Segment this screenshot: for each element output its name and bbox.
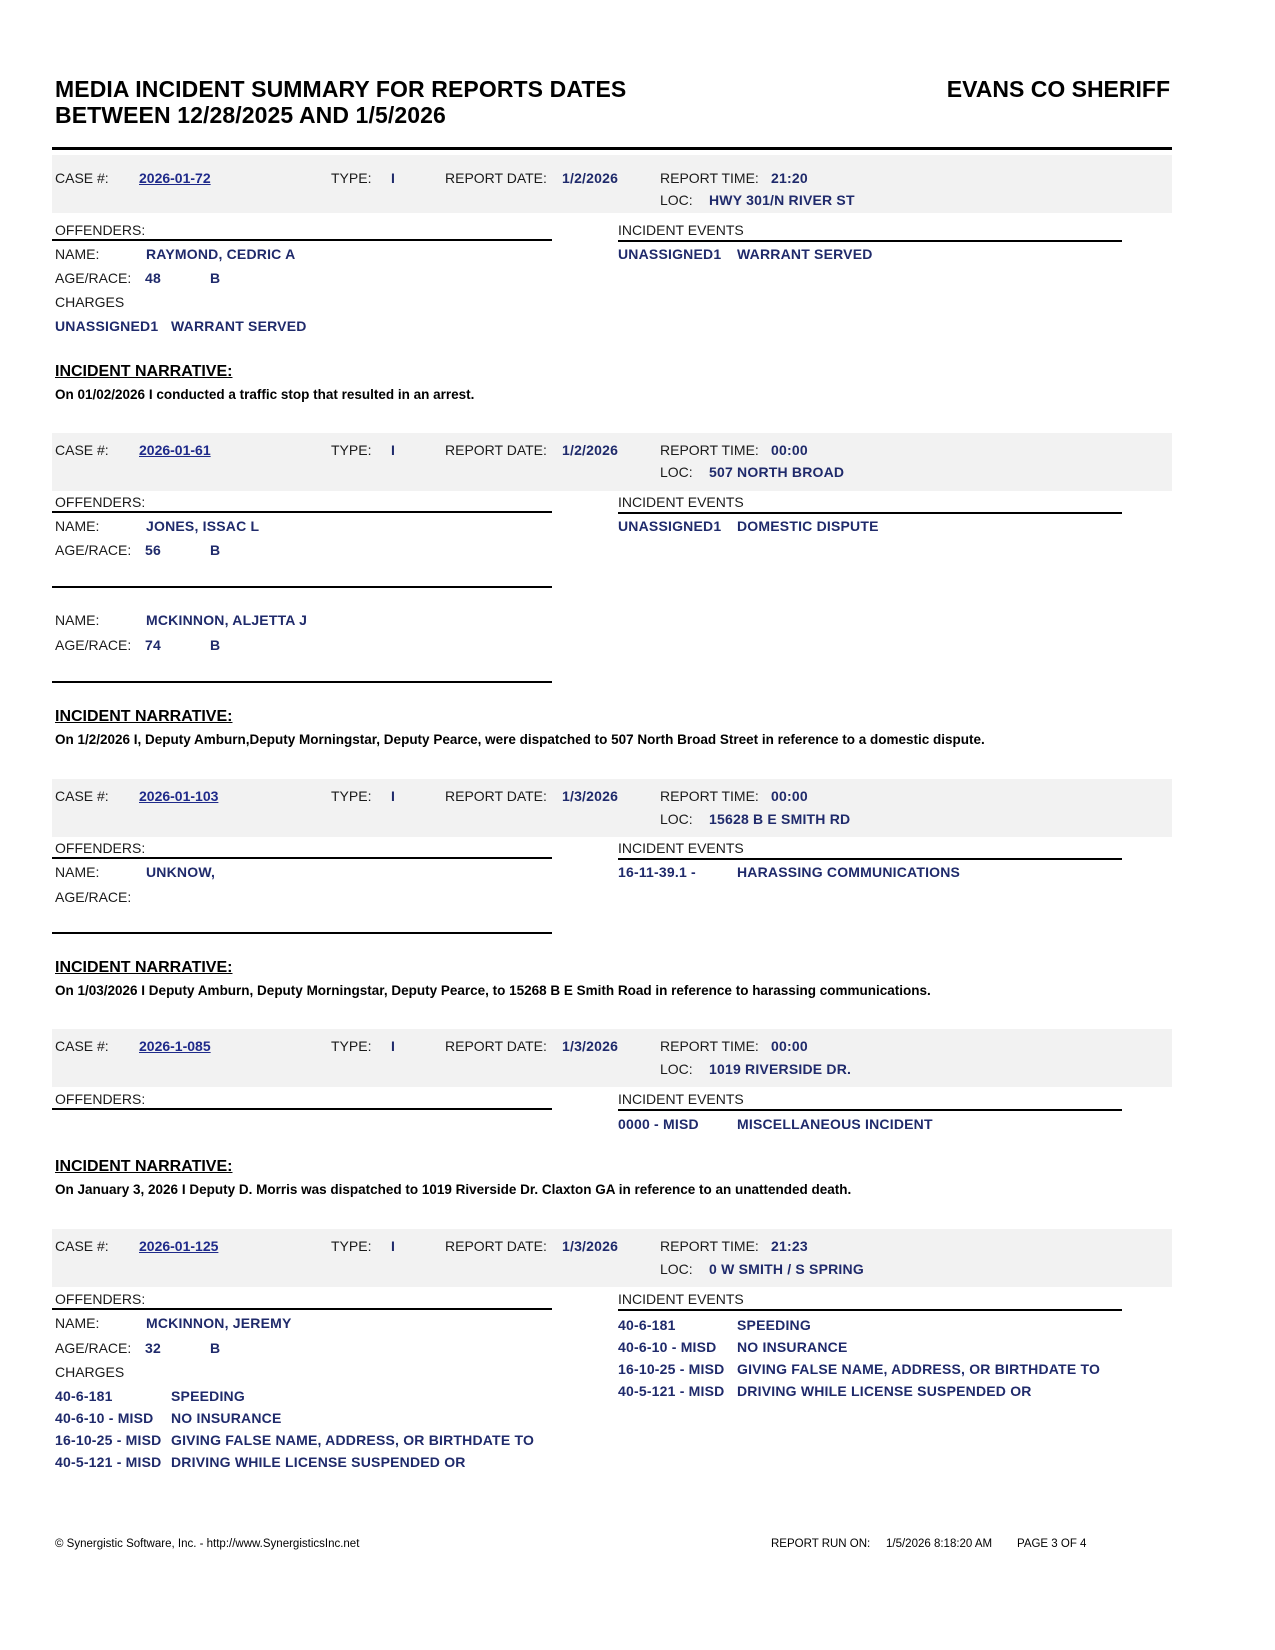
- type-label: TYPE:: [331, 1238, 372, 1254]
- report-date-label: REPORT DATE:: [445, 442, 547, 458]
- loc-label: LOC:: [660, 1061, 693, 1077]
- charge-desc: WARRANT SERVED: [171, 318, 307, 334]
- incident-events-label: INCIDENT EVENTS: [618, 1091, 744, 1107]
- age-race-label: AGE/RACE:: [55, 637, 132, 653]
- narrative-text: On January 3, 2026 I Deputy D. Morris was dispatched to 1019 Riverside Dr. Claxton GA in reference to an unattended death.: [55, 1182, 852, 1197]
- case-number-link[interactable]: 2026-01-61: [139, 442, 211, 458]
- report-time-value: 00:00: [771, 788, 808, 804]
- report-date-value: 1/3/2026: [562, 788, 619, 804]
- offender-age: 48: [145, 270, 161, 286]
- offender-age: 74: [145, 637, 161, 653]
- report-date-label: REPORT DATE:: [445, 1238, 547, 1254]
- type-value: I: [391, 442, 396, 458]
- incident-events-label: INCIDENT EVENTS: [618, 1291, 744, 1307]
- event-desc: SPEEDING: [737, 1317, 811, 1333]
- narrative-text: On 1/03/2026 I Deputy Amburn, Deputy Morningstar, Deputy Pearce, to 15268 B E Smith Road in reference to harassing communications.: [55, 983, 931, 998]
- offender-name: MCKINNON, JEREMY: [146, 1315, 292, 1331]
- offender-age: 32: [145, 1340, 161, 1356]
- footer-run-on: 1/5/2026 8:18:20 AM: [886, 1538, 993, 1550]
- narrative-text: On 01/02/2026 I conducted a traffic stop that resulted in an arrest.: [55, 387, 475, 402]
- offenders-divider: [52, 239, 552, 241]
- narrative-heading: INCIDENT NARRATIVE:: [55, 959, 233, 976]
- event-code: 40-6-181: [618, 1317, 676, 1333]
- loc-label: LOC:: [660, 464, 693, 480]
- type-value: I: [391, 788, 396, 804]
- charge-code: UNASSIGNED1: [55, 318, 159, 334]
- charge-desc: DRIVING WHILE LICENSE SUSPENDED OR: [171, 1454, 466, 1470]
- event-code: 40-5-121 - MISD: [618, 1383, 725, 1399]
- charge-code: 40-6-10 - MISD: [55, 1410, 154, 1426]
- type-label: TYPE:: [331, 170, 372, 186]
- age-race-label: AGE/RACE:: [55, 889, 132, 905]
- name-label: NAME:: [55, 612, 100, 628]
- case-label: CASE #:: [55, 1038, 109, 1054]
- offender-race: B: [210, 637, 221, 653]
- name-label: NAME:: [55, 1315, 100, 1331]
- case-number-link[interactable]: 2026-01-125: [139, 1238, 219, 1254]
- report-title-line2: BETWEEN 12/28/2025 AND 1/5/2026: [55, 102, 446, 128]
- footer-run-on-label: REPORT RUN ON:: [771, 1538, 871, 1550]
- offenders-divider: [52, 1308, 552, 1310]
- type-value: I: [391, 1038, 396, 1054]
- header-divider: [52, 147, 1172, 150]
- charges-label: CHARGES: [55, 1364, 125, 1380]
- report-time-label: REPORT TIME:: [660, 1038, 759, 1054]
- incident-events-label: INCIDENT EVENTS: [618, 840, 744, 856]
- narrative-heading: INCIDENT NARRATIVE:: [55, 708, 233, 725]
- report-time-value: 00:00: [771, 1038, 808, 1054]
- loc-value: 0 W SMITH / S SPRING: [709, 1261, 864, 1277]
- events-divider: [618, 512, 1122, 514]
- loc-value: HWY 301/N RIVER ST: [709, 192, 855, 208]
- type-value: I: [391, 170, 396, 186]
- report-time-label: REPORT TIME:: [660, 788, 759, 804]
- event-desc: WARRANT SERVED: [737, 246, 873, 262]
- report-time-value: 21:23: [771, 1238, 808, 1254]
- report-date-value: 1/2/2026: [562, 170, 619, 186]
- loc-label: LOC:: [660, 1261, 693, 1277]
- offender-race: B: [210, 270, 221, 286]
- events-divider: [618, 858, 1122, 860]
- event-code: UNASSIGNED1: [618, 246, 722, 262]
- type-value: I: [391, 1238, 396, 1254]
- age-race-label: AGE/RACE:: [55, 270, 132, 286]
- loc-value: 507 NORTH BROAD: [709, 464, 845, 480]
- report-date-value: 1/2/2026: [562, 442, 619, 458]
- charge-code: 16-10-25 - MISD: [55, 1432, 162, 1448]
- case-label: CASE #:: [55, 170, 109, 186]
- offender-name: MCKINNON, ALJETTA J: [146, 612, 308, 628]
- event-desc: MISCELLANEOUS INCIDENT: [737, 1116, 933, 1132]
- charge-code: 40-5-121 - MISD: [55, 1454, 162, 1470]
- event-desc: GIVING FALSE NAME, ADDRESS, OR BIRTHDATE TO: [737, 1361, 1101, 1377]
- offenders-divider: [52, 857, 552, 859]
- age-race-label: AGE/RACE:: [55, 1340, 132, 1356]
- loc-label: LOC:: [660, 811, 693, 827]
- events-divider: [618, 1309, 1122, 1311]
- report-time-label: REPORT TIME:: [660, 1238, 759, 1254]
- report-date-label: REPORT DATE:: [445, 170, 547, 186]
- narrative-text: On 1/2/2026 I, Deputy Amburn,Deputy Morningstar, Deputy Pearce, were dispatched to 507 North Broad Street in reference to a domestic dispute.: [55, 732, 985, 747]
- report-time-label: REPORT TIME:: [660, 170, 759, 186]
- case-number-link[interactable]: 2026-1-085: [139, 1038, 211, 1054]
- offenders-divider: [52, 1108, 552, 1110]
- loc-label: LOC:: [660, 192, 693, 208]
- case-label: CASE #:: [55, 788, 109, 804]
- charges-label: CHARGES: [55, 294, 125, 310]
- offenders-label: OFFENDERS:: [55, 1091, 146, 1107]
- offender-name: UNKNOW,: [146, 864, 216, 880]
- offenders-divider: [52, 511, 552, 513]
- name-label: NAME:: [55, 246, 100, 262]
- report-date-value: 1/3/2026: [562, 1038, 619, 1054]
- loc-value: 1019 RIVERSIDE DR.: [709, 1061, 852, 1077]
- offenders-label: OFFENDERS:: [55, 494, 146, 510]
- event-desc: DRIVING WHILE LICENSE SUSPENDED OR: [737, 1383, 1032, 1399]
- type-label: TYPE:: [331, 442, 372, 458]
- offender-divider: [52, 932, 552, 934]
- case-label: CASE #:: [55, 1238, 109, 1254]
- event-desc: DOMESTIC DISPUTE: [737, 518, 879, 534]
- report-date-label: REPORT DATE:: [445, 1038, 547, 1054]
- offenders-label: OFFENDERS:: [55, 222, 146, 238]
- loc-value: 15628 B E SMITH RD: [709, 811, 851, 827]
- narrative-heading: INCIDENT NARRATIVE:: [55, 1158, 233, 1175]
- offender-divider: [52, 681, 552, 683]
- report-time-label: REPORT TIME:: [660, 442, 759, 458]
- report-date-label: REPORT DATE:: [445, 788, 547, 804]
- event-code: 16-10-25 - MISD: [618, 1361, 725, 1377]
- incident-events-label: INCIDENT EVENTS: [618, 222, 744, 238]
- case-number-link[interactable]: 2026-01-103: [139, 788, 219, 804]
- event-desc: NO INSURANCE: [737, 1339, 848, 1355]
- type-label: TYPE:: [331, 1038, 372, 1054]
- report-title: [55, 76, 626, 128]
- event-code: UNASSIGNED1: [618, 518, 722, 534]
- offender-age: 56: [145, 542, 161, 558]
- event-code: 16-11-39.1 -: [618, 864, 696, 880]
- report-date-value: 1/3/2026: [562, 1238, 619, 1254]
- events-divider: [618, 240, 1122, 242]
- report-time-value: 21:20: [771, 170, 808, 186]
- case-label: CASE #:: [55, 442, 109, 458]
- event-desc: HARASSING COMMUNICATIONS: [737, 864, 961, 880]
- report-time-value: 00:00: [771, 442, 808, 458]
- footer-page-number: PAGE 3 OF 4: [1017, 1538, 1087, 1550]
- offenders-label: OFFENDERS:: [55, 1291, 146, 1307]
- type-label: TYPE:: [331, 788, 372, 804]
- name-label: NAME:: [55, 518, 100, 534]
- event-code: 40-6-10 - MISD: [618, 1339, 717, 1355]
- charge-code: 40-6-181: [55, 1388, 113, 1404]
- narrative-heading: INCIDENT NARRATIVE:: [55, 363, 233, 380]
- event-code: 0000 - MISD: [618, 1116, 699, 1132]
- offender-divider: [52, 586, 552, 588]
- agency-name: EVANS CO SHERIFF: [946, 76, 1170, 102]
- offender-race: B: [210, 542, 221, 558]
- charge-desc: SPEEDING: [171, 1388, 245, 1404]
- offender-race: B: [210, 1340, 221, 1356]
- events-divider: [618, 1109, 1122, 1111]
- charge-desc: NO INSURANCE: [171, 1410, 282, 1426]
- charge-desc: GIVING FALSE NAME, ADDRESS, OR BIRTHDATE TO: [171, 1432, 535, 1448]
- offenders-label: OFFENDERS:: [55, 840, 146, 856]
- name-label: NAME:: [55, 864, 100, 880]
- age-race-label: AGE/RACE:: [55, 542, 132, 558]
- offender-name: JONES, ISSAC L: [146, 518, 260, 534]
- footer-copyright: © Synergistic Software, Inc. - http://www.SynergisticsInc.net: [55, 1538, 360, 1550]
- incident-events-label: INCIDENT EVENTS: [618, 494, 744, 510]
- case-number-link[interactable]: 2026-01-72: [139, 170, 211, 186]
- offender-name: RAYMOND, CEDRIC A: [146, 246, 296, 262]
- report-title-line1: MEDIA INCIDENT SUMMARY FOR REPORTS DATES: [55, 76, 627, 102]
